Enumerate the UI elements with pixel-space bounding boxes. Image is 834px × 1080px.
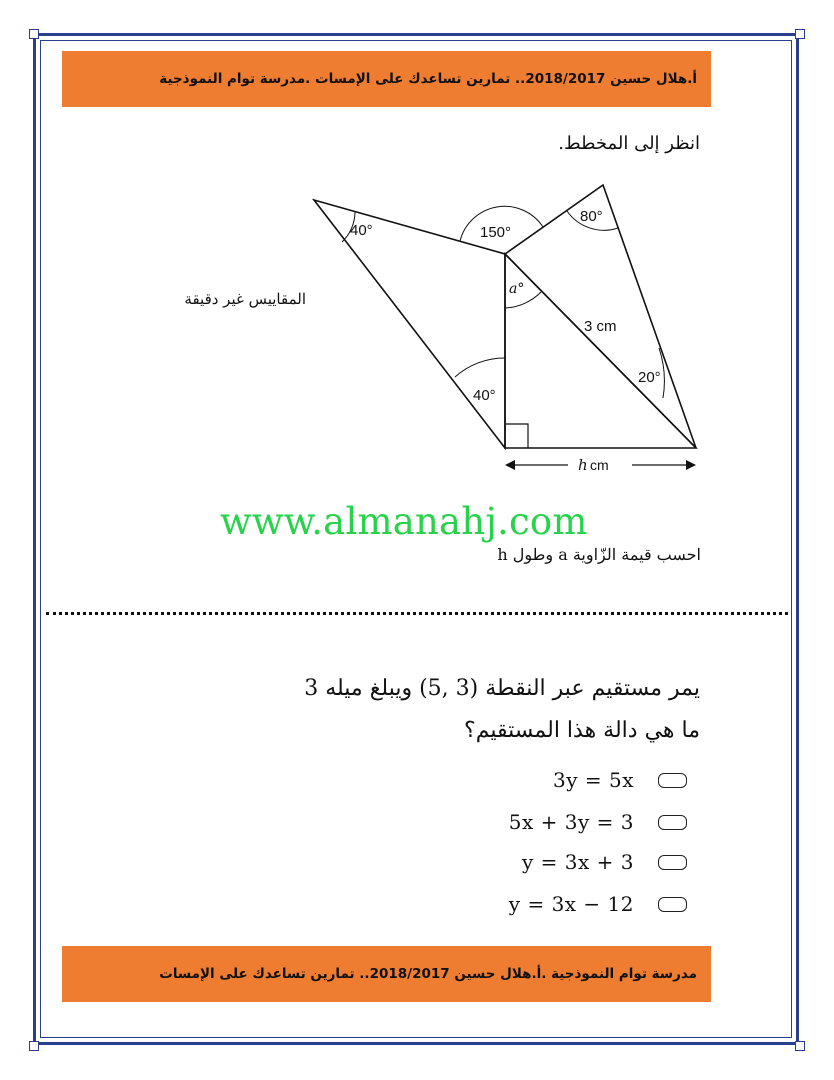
frame-corner: [29, 1041, 39, 1051]
left-triangle: [314, 200, 505, 448]
answer-option[interactable]: [509, 892, 687, 916]
angle-label: 80°: [580, 208, 603, 225]
frame-corner: [29, 29, 39, 39]
angle-label: 40°: [473, 387, 496, 404]
answer-option[interactable]: [553, 768, 687, 792]
option-checkbox[interactable]: [658, 773, 687, 788]
option-label: 5x + 3y = 3: [508, 810, 634, 834]
section-divider: [46, 612, 788, 615]
base-label-unit: cm: [590, 457, 609, 473]
geometry-diagram: [300, 180, 720, 490]
option-checkbox[interactable]: [658, 815, 687, 830]
side-label-3cm: 3 cm: [584, 318, 617, 335]
angle-label: 150°: [480, 224, 512, 241]
frame-corner: [795, 29, 805, 39]
footer-text: مدرسة توام النموذجية .أ.هلال حسين 2018/2017.. تمارين تساعدك على الإمسات: [159, 966, 697, 982]
question2-line2: ما هي دالة هذا المستقيم؟: [464, 718, 700, 743]
footer-banner: [62, 946, 711, 1002]
angle-arc: [455, 358, 505, 377]
question-text: احسب قيمة الزّاوية a وطول h: [497, 545, 701, 564]
header-text: أ.هلال حسين 2018/2017.. تمارين تساعدك على الإمسات .مدرسة توام النموذجية: [159, 71, 697, 87]
right-angle-marker: [505, 424, 528, 448]
option-label: y = 3x − 12: [508, 892, 634, 916]
option-checkbox[interactable]: [658, 855, 687, 870]
angle-label: 20°: [638, 369, 661, 386]
scale-note: المقاييس غير دقيقة: [184, 290, 306, 308]
answer-option[interactable]: [509, 810, 687, 834]
arrow-right-icon: [686, 460, 696, 470]
option-checkbox[interactable]: [658, 897, 687, 912]
angle-label-a: a°: [509, 281, 525, 297]
option-label: 3y = 5x: [553, 768, 634, 792]
question2-line1: يمر مستقيم عبر النقطة (3 ,5) ويبلغ ميله 3: [304, 676, 700, 701]
instruction-text: انظر إلى المخطط.: [558, 133, 700, 154]
frame-corner: [795, 1041, 805, 1051]
watermark: www.almanahj.com: [220, 500, 588, 543]
option-label: y = 3x + 3: [522, 850, 634, 874]
angle-label: 40°: [350, 222, 373, 239]
answer-option[interactable]: [522, 850, 687, 874]
arrow-left-icon: [505, 460, 515, 470]
header-banner: [62, 51, 711, 107]
base-label-variable: h: [578, 456, 588, 474]
